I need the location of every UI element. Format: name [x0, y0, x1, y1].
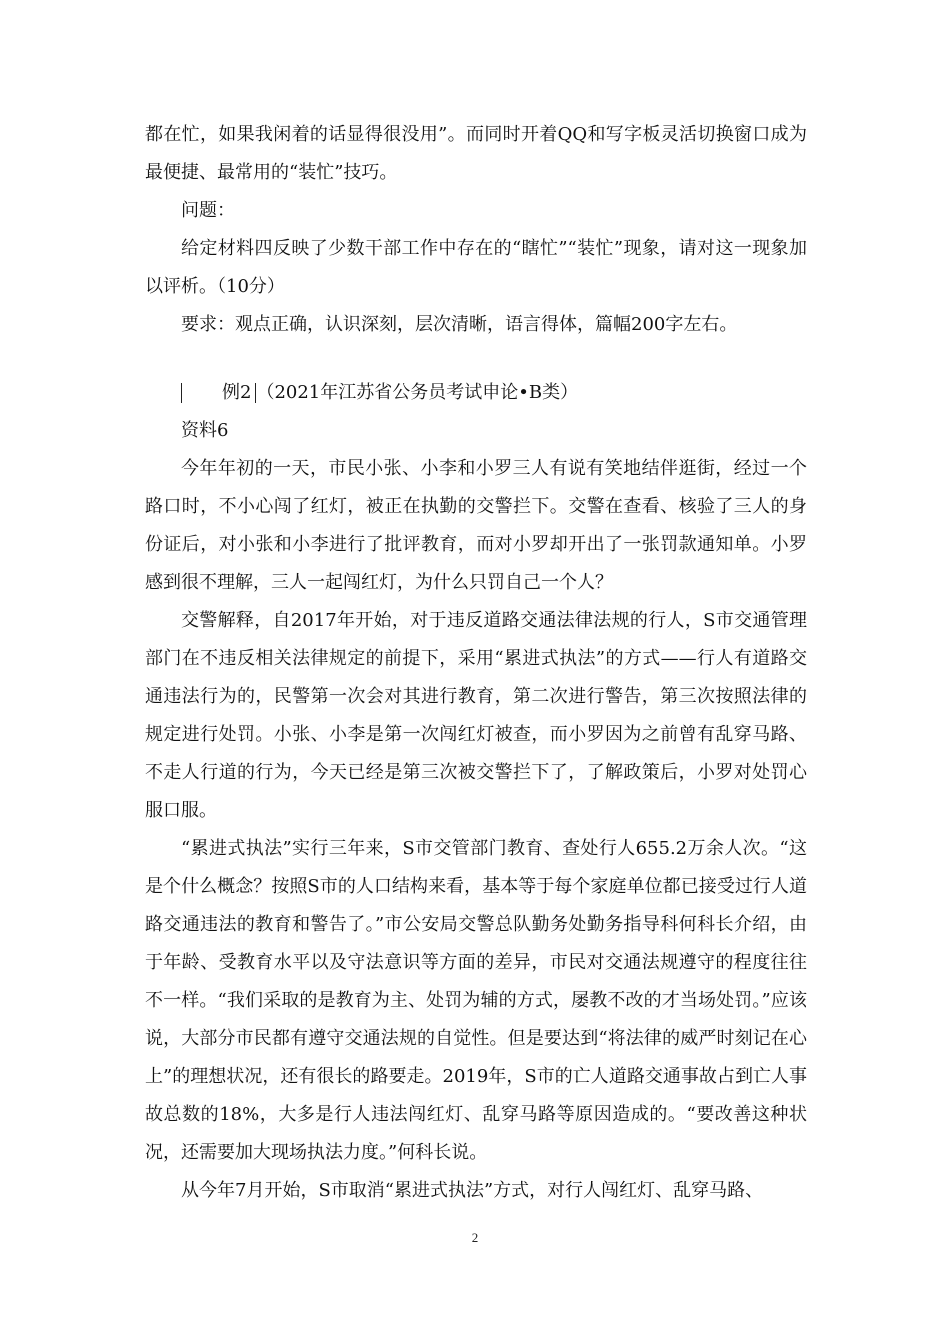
- material-paragraph-4: 从今年7月开始，S市取消“累进式执法”方式，对行人闯红灯、乱穿马路、: [181, 1180, 764, 1201]
- example-label: 例2: [181, 383, 256, 403]
- page-content: [145, 116, 807, 1210]
- material-4-continued-paragraph: 都在忙，如果我闲着的话显得很没用”。而同时开着QQ和写字板灵活切换窗口成为最便捷、最常用的“装忙”技巧。: [145, 124, 807, 183]
- material-paragraph-3: “累进式执法”实行三年来，S市交管部门教育、查处行人655.2万余人次。“这是个什么概念？按照S市的人口结构来看，基本等于每个家庭单位都已接受过行人道路交通违法的教育和警告了。”市公安局交警总队勤务处勤务指导科何科长介绍，由于年龄、受教育水平以及守法意识等方面的差异，市民对交通法规遵守的程度往往不一样。“我们采取的是教育为主、处罚为辅的方式，屡教不改的才当场处罚。”应该说，大部分市民都有遵守交通法规的自觉性。但是要达到“将法律的威严时刻记在心上”的理想状况，还有很长的路要走。2019年，S市的亡人道路交通事故占到亡人事故总数的18%，大多是行人违法闯红灯、乱穿马路等原因造成的。“要改善这种状况，还需要加大现场执法力度。”何科长说。: [145, 838, 807, 1163]
- requirement-text: 要求：观点正确，认识深刻，层次清晰，语言得体，篇幅200字左右。: [181, 314, 738, 335]
- example-source: （2021年江苏省公务员考试申论•B类）: [256, 382, 579, 403]
- question-text: 给定材料四反映了少数干部工作中存在的“瞎忙”“装忙”现象，请对这一现象加以评析。（10分）: [145, 238, 807, 297]
- material-paragraph-1: 今年年初的一天，市民小张、小李和小罗三人有说有笑地结伴逛街，经过一个路口时，不小心闯了红灯，被正在执勤的交警拦下。交警在查看、核验了三人的身份证后，对小张和小李进行了批评教育，而对小罗却开出了一张罚款通知单。小罗感到很不理解，三人一起闯红灯，为什么只罚自己一个人？: [145, 458, 807, 593]
- question-label: 问题：: [181, 200, 235, 221]
- example-2-heading: [145, 374, 807, 412]
- material-title: 资料6: [181, 420, 229, 441]
- section-gap: [145, 344, 807, 374]
- material-paragraph-2: 交警解释，自2017年开始，对于违反道路交通法律法规的行人，S市交通管理部门在不违反相关法律规定的前提下，采用“累进式执法”的方式——行人有道路交通违法行为的，民警第一次会对其进行教育，第二次进行警告，第三次按照法律的规定进行处罚。小张、小李是第一次闯红灯被查，而小罗因为之前曾有乱穿马路、不走人行道的行为，今天已经是第三次被交警拦下了，了解政策后，小罗对处罚心服口服。: [145, 610, 807, 821]
- page-number: 2: [471, 1230, 479, 1245]
